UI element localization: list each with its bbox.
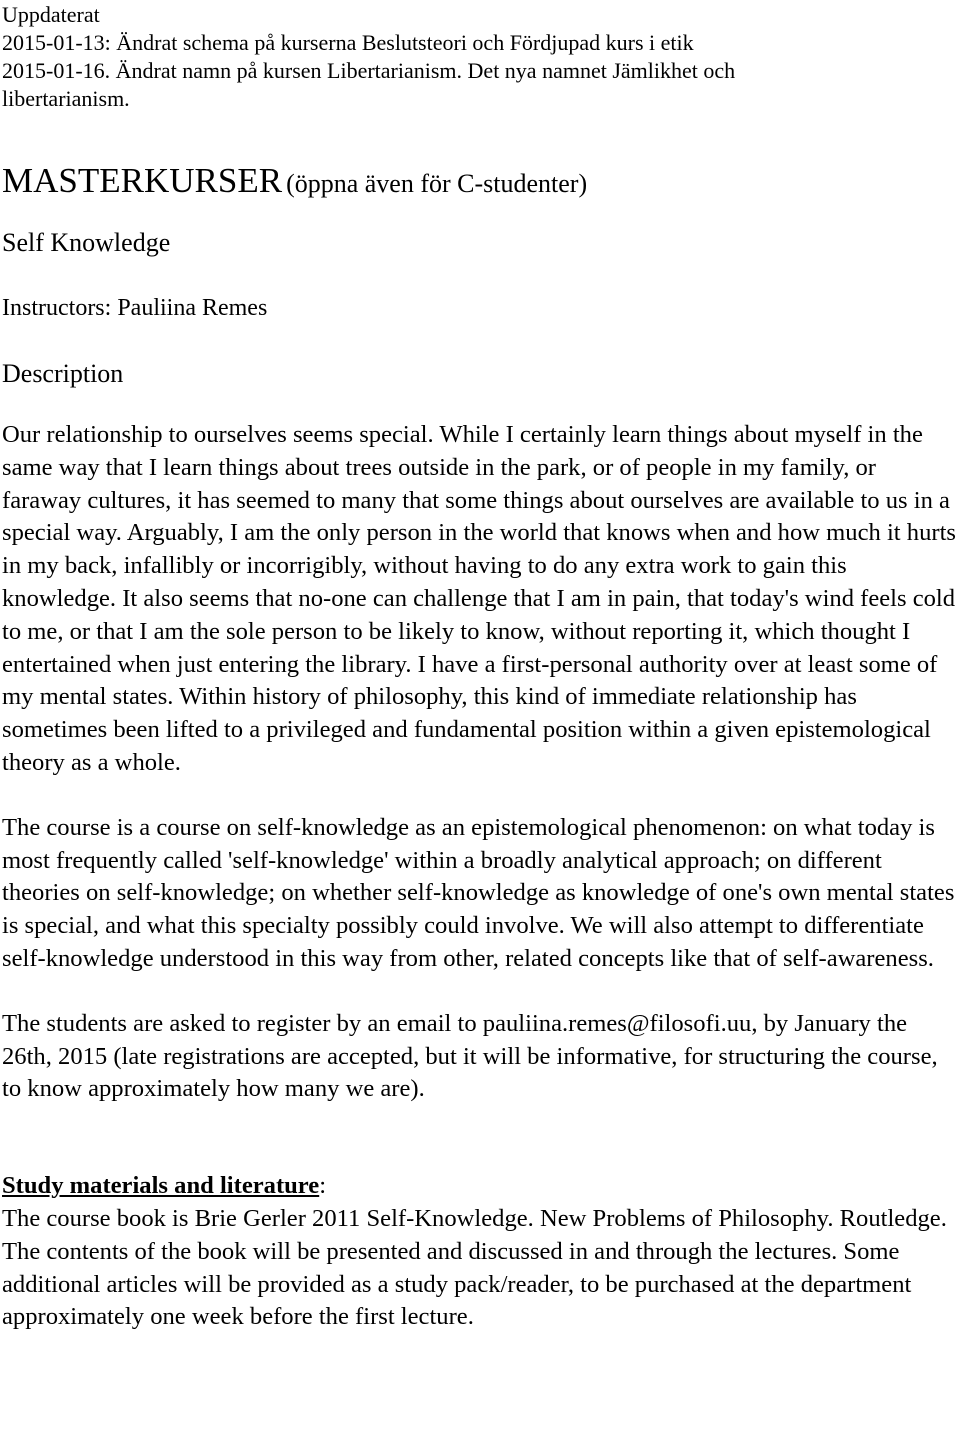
- study-materials-text: The course book is Brie Gerler 2011 Self-Knowledge. New Problems of Philosophy. Routledge. The contents of the book will be presented and discussed in and through the lectures. Some additional articles will be provided as a study pack/reader, to be purchased at the department approximately one week before the first lecture.: [2, 1204, 947, 1331]
- description-paragraph: The course is a course on self-knowledge as an epistemological phenomenon: on what today is most frequently called 'self-knowledge' within a broadly analytical approach; on different theories on self-knowledge; on whether self-knowledge as knowledge of one's own mental states is special, and what this specialty possibly could involve. We will also attempt to differentiate self-knowledge understood in this way from other, related concepts like that of self-awareness.: [2, 813, 955, 972]
- section-title-main: MASTERKURSER: [2, 161, 283, 200]
- update-line: libertarianism.: [2, 86, 130, 111]
- description-heading: Description: [2, 359, 124, 388]
- registration-paragraph: The students are asked to register by an email to pauliina.remes@filosofi.uu, by January the 26th, 2015 (late registrations are accepted, but it will be informative, for structuring the course, to know approximately how many we are).: [2, 1009, 938, 1103]
- update-notice: [2, 0, 958, 113]
- course-instructors: Instructors: Pauliina Remes: [2, 295, 268, 321]
- update-heading: Uppdaterat: [2, 2, 100, 27]
- study-materials-section: [2, 1170, 958, 1334]
- update-line: 2015-01-16. Ändrat namn på kursen Libertarianism. Det nya namnet Jämlikhet och: [2, 58, 736, 83]
- study-materials-colon: :: [319, 1172, 327, 1200]
- course-title: Self Knowledge: [2, 228, 171, 257]
- description-paragraph: Our relationship to ourselves seems special. While I certainly learn things about myself in the same way that I learn things about trees outside in the park, or of people in my family, or faraway cultures, it has seemed to many that some things about ourselves are available to us in a special way. Arguably, I am the only person in the world that knows when and how much it hurts in my back, infallibly or incorrigibly, without having to do any extra work to gain this knowledge. It also seems that no-one can challenge that I am in pain, that today's wind feels cold to me, or that I am the sole person to be likely to know, without reporting it, which thought I entertained when just entering the library. I have a first-personal authority over at least some of my mental states. Within history of philosophy, this kind of immediate relationship has sometimes been lifted to a privileged and fundamental position within a given epistemological theory as a whole.: [2, 421, 956, 776]
- section-title: [2, 161, 958, 201]
- document-page: [2, 0, 958, 1334]
- update-line: 2015-01-13: Ändrat schema på kurserna Beslutsteori och Fördjupad kurs i etik: [2, 30, 694, 55]
- study-materials-heading: Study materials and literature: [2, 1172, 320, 1200]
- section-title-subtitle: (öppna även för C-studenter): [286, 169, 588, 198]
